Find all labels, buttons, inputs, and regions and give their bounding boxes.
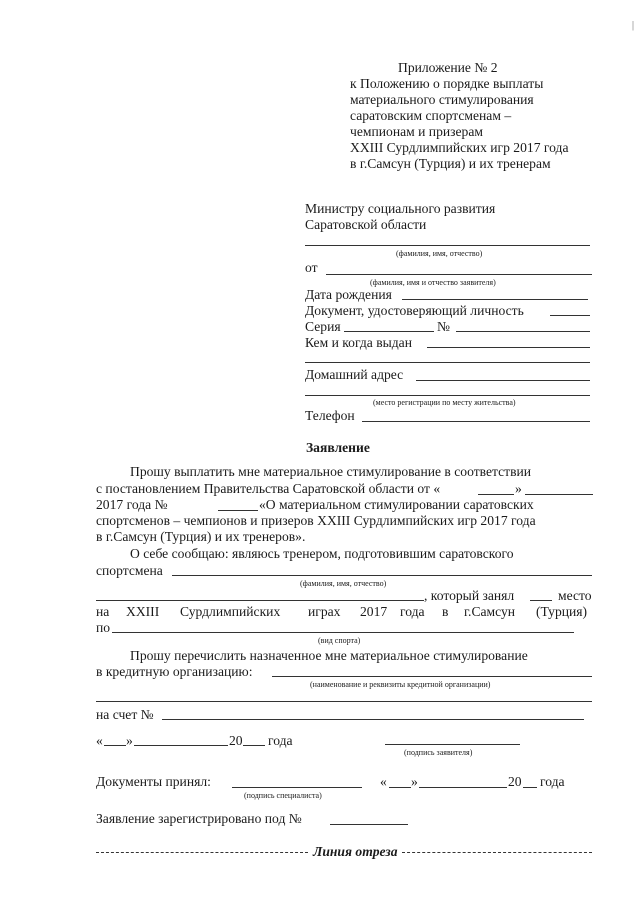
cut-line-left <box>96 852 308 853</box>
body-text: с постановлением Правительства Саратовской области от « <box>96 481 441 496</box>
fio-caption: (фамилия, имя, отчество) <box>396 249 483 258</box>
number-label: № <box>437 319 450 334</box>
body-text: 2017 года № <box>96 497 168 512</box>
registered-label: Заявление зарегистрировано под № <box>96 811 302 826</box>
body-text: по <box>96 620 111 635</box>
address-caption: (место регистрации по месту жительства) <box>373 398 516 407</box>
passport-number-line[interactable] <box>456 331 590 332</box>
date-year-line[interactable] <box>243 745 265 746</box>
issued-by-line[interactable] <box>427 347 590 348</box>
footer-date-year-word: года <box>540 774 565 789</box>
body-text: года <box>400 604 425 619</box>
date-open-quote: « <box>96 733 103 748</box>
body-text: г.Самсун <box>464 604 516 619</box>
id-document-line[interactable] <box>550 315 590 316</box>
athlete-name-line[interactable] <box>172 575 592 576</box>
bank-line[interactable] <box>272 676 592 677</box>
body-text: в <box>442 604 449 619</box>
place-line[interactable] <box>530 600 552 601</box>
appendix-line: материального стимулирования <box>350 92 534 107</box>
body-text: 2017 <box>360 604 388 619</box>
footer-date-month-line[interactable] <box>419 787 507 788</box>
applicant-signature-line[interactable] <box>385 744 520 745</box>
date-century: 20 <box>229 733 243 748</box>
body-text: О себе сообщаю: являюсь тренером, подготовившим саратовского <box>130 546 514 561</box>
body-text: , который занял <box>424 588 515 603</box>
issued-by-label: Кем и когда выдан <box>305 335 412 350</box>
specialist-caption: (подпись специалиста) <box>244 791 322 800</box>
phone-label: Телефон <box>305 408 355 423</box>
sport-caption: (вид спорта) <box>318 636 361 645</box>
birth-date-line[interactable] <box>402 299 588 300</box>
appendix-line: чемпионам и призерам <box>350 124 483 139</box>
fio-line[interactable] <box>305 245 590 246</box>
athlete-name-line-2[interactable] <box>96 600 424 601</box>
date-year-word: года <box>268 733 293 748</box>
decree-number-line[interactable] <box>218 510 258 511</box>
body-text: Прошу выплатить мне материальное стимулирование в соответствии <box>130 464 532 479</box>
registration-number-line[interactable] <box>330 824 408 825</box>
body-text: (Турция) <box>536 604 588 619</box>
sport-line[interactable] <box>112 632 574 633</box>
appendix-line: к Положению о порядке выплаты <box>350 76 544 91</box>
body-text: играх <box>308 604 341 619</box>
footer-date-close-quote: » <box>411 774 418 789</box>
body-text: спортсмена <box>96 563 163 578</box>
footer-date-century: 20 <box>508 774 522 789</box>
date-day-line[interactable] <box>104 745 126 746</box>
footer-date-open-quote: « <box>380 774 387 789</box>
appendix-line: в г.Самсун (Турция) и их тренерам <box>350 156 551 171</box>
body-text: «О материальном стимулировании саратовских <box>259 497 534 512</box>
date-month-line[interactable] <box>134 745 228 746</box>
athlete-caption: (фамилия, имя, отчество) <box>300 579 387 588</box>
appendix-line: саратовским спортсменам – <box>350 108 512 123</box>
footer-date-day-line[interactable] <box>389 787 411 788</box>
bank-line-2[interactable] <box>96 701 592 702</box>
cut-line-right <box>402 852 592 853</box>
bank-caption: (наименование и реквизиты кредитной организации) <box>310 680 491 689</box>
account-line[interactable] <box>162 719 584 720</box>
addressee-ministry: Министру социального развития <box>305 201 496 216</box>
page-edge-mark: | <box>632 20 635 31</box>
body-text: на <box>96 604 110 619</box>
applicant-signature-caption: (подпись заявителя) <box>404 748 473 757</box>
body-text: XXIII <box>126 604 160 619</box>
body-text: Прошу перечислить назначенное мне материальное стимулирование <box>130 648 528 663</box>
addressee-region: Саратовской области <box>305 217 427 232</box>
series-line[interactable] <box>344 331 434 332</box>
body-text: место <box>558 588 592 603</box>
body-text: в кредитную организацию: <box>96 664 253 679</box>
specialist-signature-line[interactable] <box>232 787 362 788</box>
appendix-line: XXIII Сурдлимпийских игр 2017 года <box>350 140 569 155</box>
body-text: Сурдлимпийских <box>180 604 281 619</box>
applicant-caption: (фамилия, имя и отчество заявителя) <box>370 278 496 287</box>
address-label: Домашний адрес <box>305 367 404 382</box>
body-text: спортсменов – чемпионов и призеров XXIII Сурдлимпийских игр 2017 года <box>96 513 536 528</box>
address-line[interactable] <box>416 380 590 381</box>
appendix-title: Приложение № 2 <box>398 60 498 75</box>
from-label: от <box>305 260 318 275</box>
account-label: на счет № <box>96 707 154 722</box>
accepted-label: Документы принял: <box>96 774 211 789</box>
birth-date-label: Дата рождения <box>305 287 392 302</box>
phone-line[interactable] <box>362 421 590 422</box>
decree-month-line[interactable] <box>525 494 593 495</box>
series-label: Серия <box>305 319 341 334</box>
body-text: » <box>515 481 522 496</box>
footer-date-year-line[interactable] <box>523 787 537 788</box>
date-close-quote: » <box>126 733 133 748</box>
cut-line-label: Линия отреза <box>313 844 398 859</box>
body-text: в г.Самсун (Турция) и их тренеров». <box>96 529 306 544</box>
issued-by-line-2[interactable] <box>305 362 590 363</box>
address-line-2[interactable] <box>305 395 590 396</box>
document-title: Заявление <box>306 440 370 455</box>
decree-day-line[interactable] <box>478 494 514 495</box>
applicant-name-line[interactable] <box>326 274 592 275</box>
id-document-label: Документ, удостоверяющий личность <box>305 303 524 318</box>
